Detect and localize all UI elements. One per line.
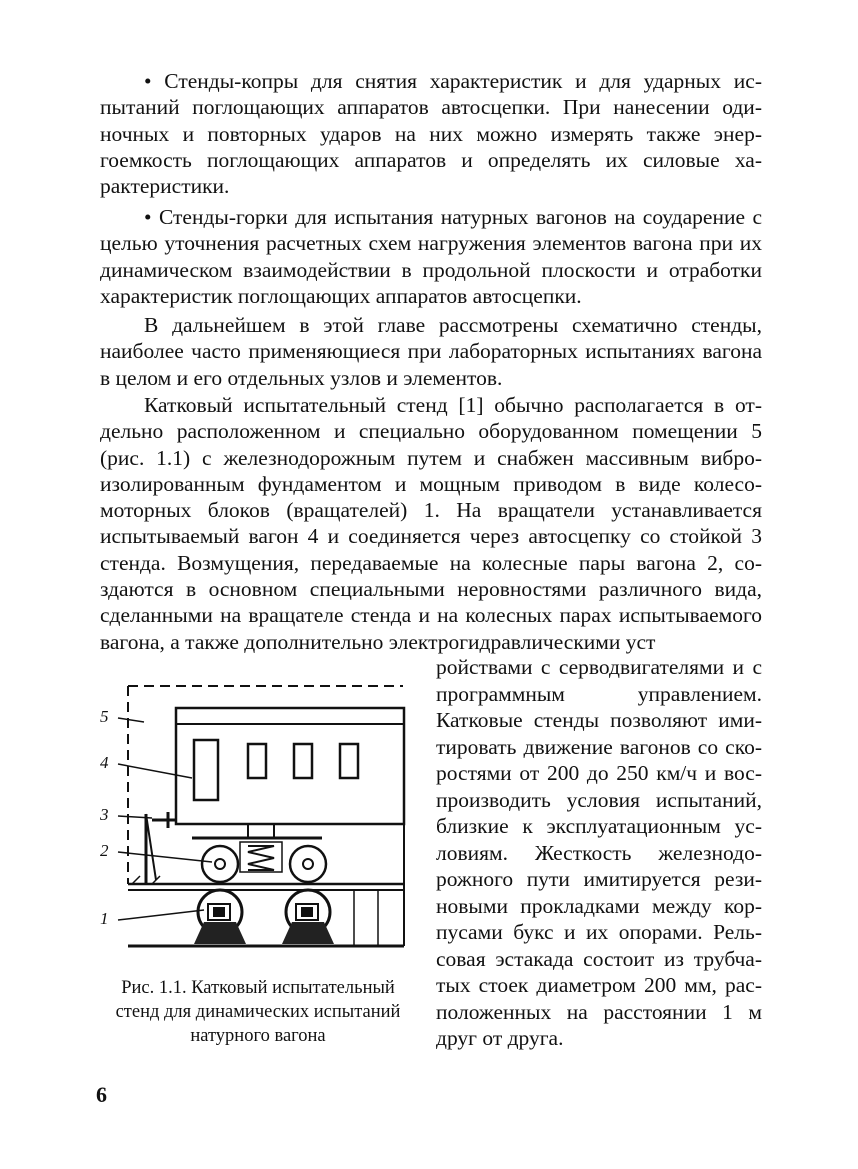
wheel-hub-right [303,859,313,869]
bogie-spring [248,846,274,870]
wheel-hub-left [215,859,225,869]
wheelset-left [202,846,238,882]
wagon-window [340,744,358,778]
rotator-core-right [302,908,312,916]
figure-caption: Рис. 1.1. Катковый испытательный стенд для динамических испытаний натурного вагона [115,978,401,1046]
label-room: 5 [100,707,109,726]
roller-stand-diagram [100,674,414,954]
wagon-door [194,740,218,800]
paragraph-drop-hammer-stands: • Стенды-копры для снятия характеристик и для ударных испытаний поглощающих аппаратов автосцепки. При нанесении одиночных и повторных ударов на них можно измерять также энергоемкость поглощающих аппаратов и определять их силовые характеристики. [100,69,762,199]
center-plate [248,824,274,838]
paragraph-hump-stands: • Стенды-горки для испытания натурных вагонов на соударение с целью уточнения расчетных схем нагружения элементов вагона при их динамическом взаимодействии в продольной плоскости и отработки характеристик поглощающих аппаратов автосцепки. [100,205,762,308]
leader-line-4 [118,764,192,778]
label-wagon: 4 [100,753,109,772]
wagon-window [248,744,266,778]
label-wheelset: 2 [100,841,109,860]
leader-line-5 [118,718,144,722]
page-number: 6 [96,1082,107,1107]
leader-line-1 [118,910,204,920]
paragraph-chapter-intro: В дальнейшем в этой главе рассмотрены схематично стенды, наиболее часто применяющиеся при лабораторных испытаниях вагона в целом и его отдельных узлов и элементов. [100,313,762,390]
wagon-window [294,744,312,778]
wheelset-right [290,846,326,882]
label-rotator: 1 [100,909,109,928]
label-stand-post: 3 [100,805,109,824]
rotator-core-left [214,908,224,916]
paragraph-roller-stand-continuation: ройствами с серводвигателями и с программным управлением. Катковые стенды позволяют имитировать движение вагонов со скоростями от 200 до 250 км/ч и воспроизводить условия испытаний, близкие к эксплуатационным условиям. Жесткость железнодорожного пути имитируется резиновыми прокладками между корпусами букс и их опорами. Рельсовая эстакада состоит из трубчатых стоек диаметром 200 мм, расположенных на расстоянии 1 м друг от друга. [436,655,762,1050]
wagon-body [176,708,404,824]
leader-line-2 [118,852,212,862]
paragraph-roller-stand: Катковый испытательный стенд [1] обычно располагается в отдельно расположенном и специально оборудованном помещении 5 (рис. 1.1) с железнодорожным путем и снабжен массивным виброизолированным фундаментом и мощным приводом в виде колесомоторных блоков (вращателей) 1. На вращатели устанавливается испытываемый вагон 4 и соединяется через автосцепку со стойкой 3 стенда. Возмущения, передаваемые на колесные пары вагона 2, создаются в основном специальными неровностями различного вида, сделанными на вращателе стенда и на колесных парах испытываемого вагона, а также дополнительно электрогидравлическими уст [100,393,762,654]
figure-roller-test-stand [100,674,414,954]
